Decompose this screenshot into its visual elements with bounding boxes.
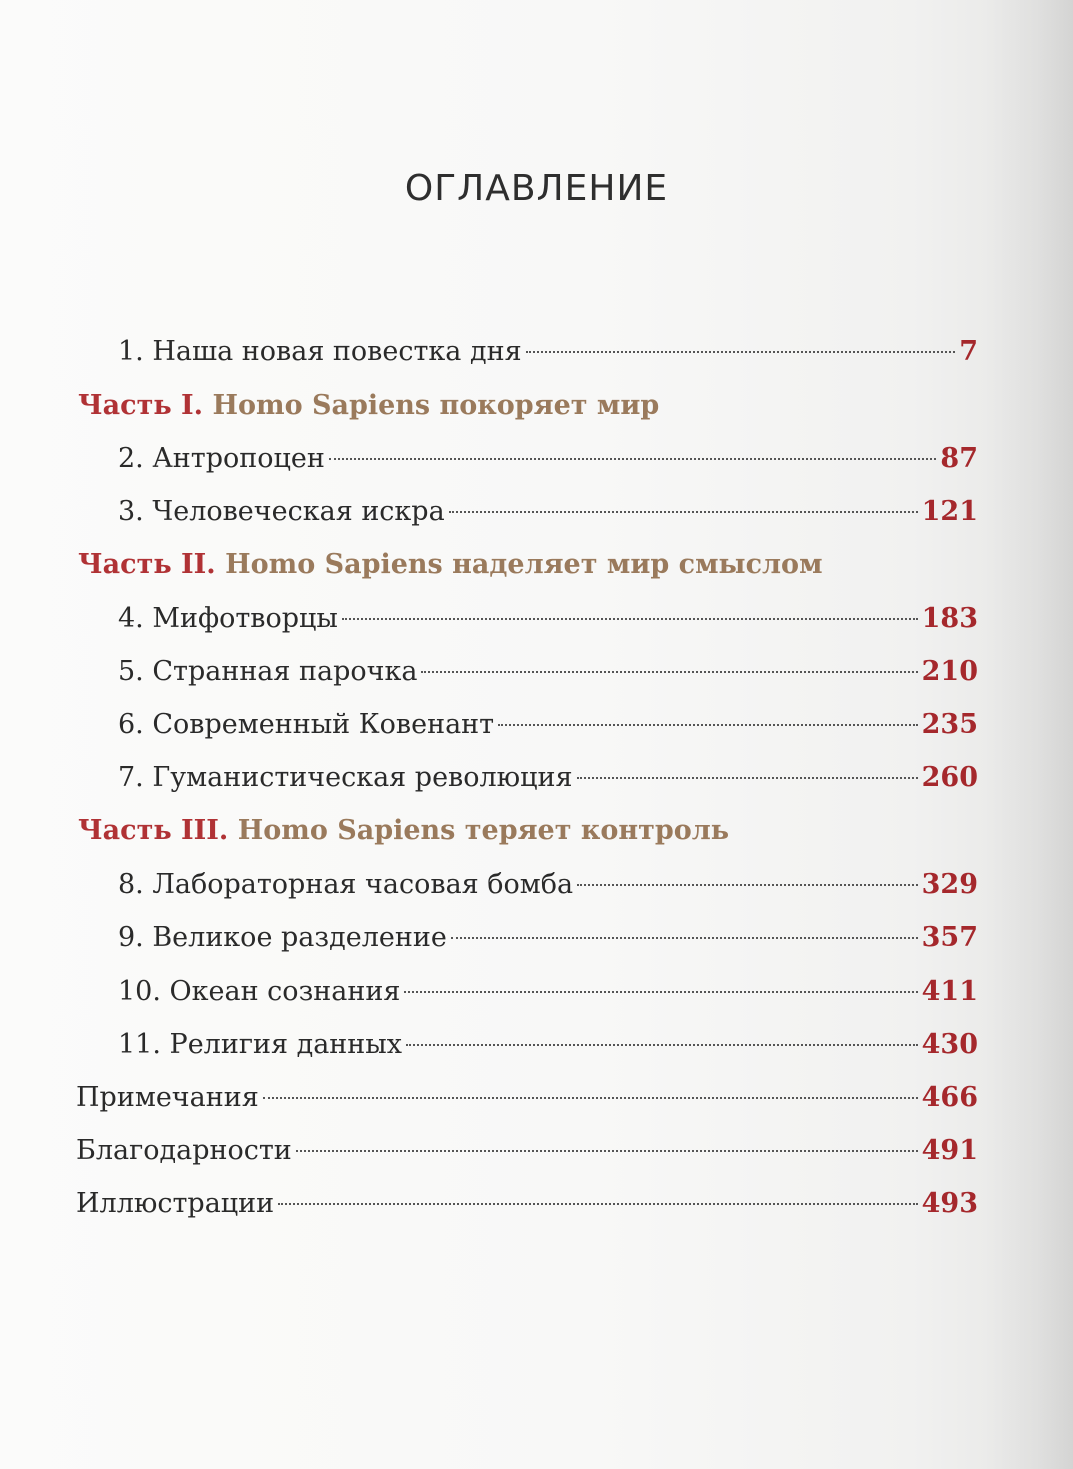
toc-page-number: 493 bbox=[921, 1188, 978, 1219]
part-number: Часть I. bbox=[78, 390, 204, 421]
toc-entry[interactable] bbox=[118, 496, 978, 540]
part-number: Часть II. bbox=[78, 549, 216, 580]
toc-page-number: 260 bbox=[921, 762, 978, 793]
toc-page-number: 87 bbox=[940, 443, 978, 474]
dot-leader bbox=[449, 511, 918, 513]
toc-entry[interactable] bbox=[118, 1029, 978, 1073]
part-title: Homo Sapiens наделяет мир смыслом bbox=[225, 549, 823, 580]
dot-leader bbox=[577, 777, 918, 779]
toc-page-number: 7 bbox=[959, 336, 978, 367]
toc-entry-title: 8. Лабораторная часовая бомба bbox=[118, 869, 574, 900]
toc-page-number: 121 bbox=[921, 496, 978, 527]
page-title: ОГЛАВЛЕНИЕ bbox=[404, 168, 669, 209]
toc-entry-title: 10. Океан сознания bbox=[118, 976, 401, 1007]
toc-entry[interactable] bbox=[118, 656, 978, 700]
page-edge-shadow bbox=[983, 0, 1073, 1469]
toc-entry-title: 2. Антропоцен bbox=[118, 443, 325, 474]
part-title: Homo Sapiens теряет контроль bbox=[237, 815, 730, 846]
toc-entry-title: 1. Наша новая повестка дня bbox=[118, 336, 522, 367]
toc-part-heading[interactable] bbox=[78, 815, 729, 846]
toc-entry[interactable] bbox=[118, 709, 978, 753]
part-title: Homo Sapiens покоряет мир bbox=[212, 390, 660, 421]
toc-entry-title: 7. Гуманистическая революция bbox=[118, 762, 573, 793]
toc-entry-title: Благодарности bbox=[76, 1135, 292, 1166]
dot-leader bbox=[278, 1203, 917, 1205]
dot-leader bbox=[296, 1150, 918, 1152]
toc-entry[interactable] bbox=[76, 1188, 978, 1232]
toc-entry[interactable] bbox=[118, 443, 978, 487]
toc-entry-title: 4. Мифотворцы bbox=[118, 603, 338, 634]
toc-entry-title: 9. Великое разделение bbox=[118, 922, 447, 953]
toc-entry-title: 11. Религия данных bbox=[118, 1029, 403, 1060]
dot-leader bbox=[342, 618, 918, 620]
dot-leader bbox=[406, 1044, 918, 1046]
toc-page-number: 357 bbox=[921, 922, 978, 953]
dot-leader bbox=[329, 458, 937, 460]
dot-leader bbox=[263, 1097, 918, 1099]
toc-entry[interactable] bbox=[118, 922, 978, 966]
toc-page-number: 491 bbox=[921, 1135, 978, 1166]
toc-entry[interactable] bbox=[118, 762, 978, 806]
toc-page-number: 329 bbox=[921, 869, 978, 900]
toc-part-heading[interactable] bbox=[78, 549, 823, 580]
toc-entry[interactable] bbox=[118, 976, 978, 1020]
toc-entry[interactable] bbox=[76, 1135, 978, 1179]
toc-page-number: 235 bbox=[921, 709, 978, 740]
toc-page-number: 210 bbox=[921, 656, 978, 687]
part-number: Часть III. bbox=[78, 815, 229, 846]
toc-page-number: 466 bbox=[921, 1082, 978, 1113]
toc-entry[interactable] bbox=[118, 603, 978, 647]
toc-part-heading[interactable] bbox=[78, 390, 659, 421]
toc-page-number: 411 bbox=[921, 976, 978, 1007]
dot-leader bbox=[451, 937, 918, 939]
dot-leader bbox=[526, 351, 956, 353]
dot-leader bbox=[577, 884, 917, 886]
toc-entry[interactable] bbox=[76, 1082, 978, 1126]
toc-entry-title: 3. Человеческая искра bbox=[118, 496, 445, 527]
toc-entry-title: Примечания bbox=[76, 1082, 259, 1113]
toc-entry[interactable] bbox=[118, 336, 978, 380]
dot-leader bbox=[421, 671, 917, 673]
toc-page-number: 430 bbox=[921, 1029, 978, 1060]
toc-page-number: 183 bbox=[921, 603, 978, 634]
toc-entry-title: Иллюстрации bbox=[76, 1188, 275, 1219]
dot-leader bbox=[498, 724, 918, 726]
toc-entry[interactable] bbox=[118, 869, 978, 913]
dot-leader bbox=[404, 991, 917, 993]
toc-entry-title: 5. Странная парочка bbox=[118, 656, 418, 687]
toc-entry-title: 6. Современный Ковенант bbox=[118, 709, 495, 740]
